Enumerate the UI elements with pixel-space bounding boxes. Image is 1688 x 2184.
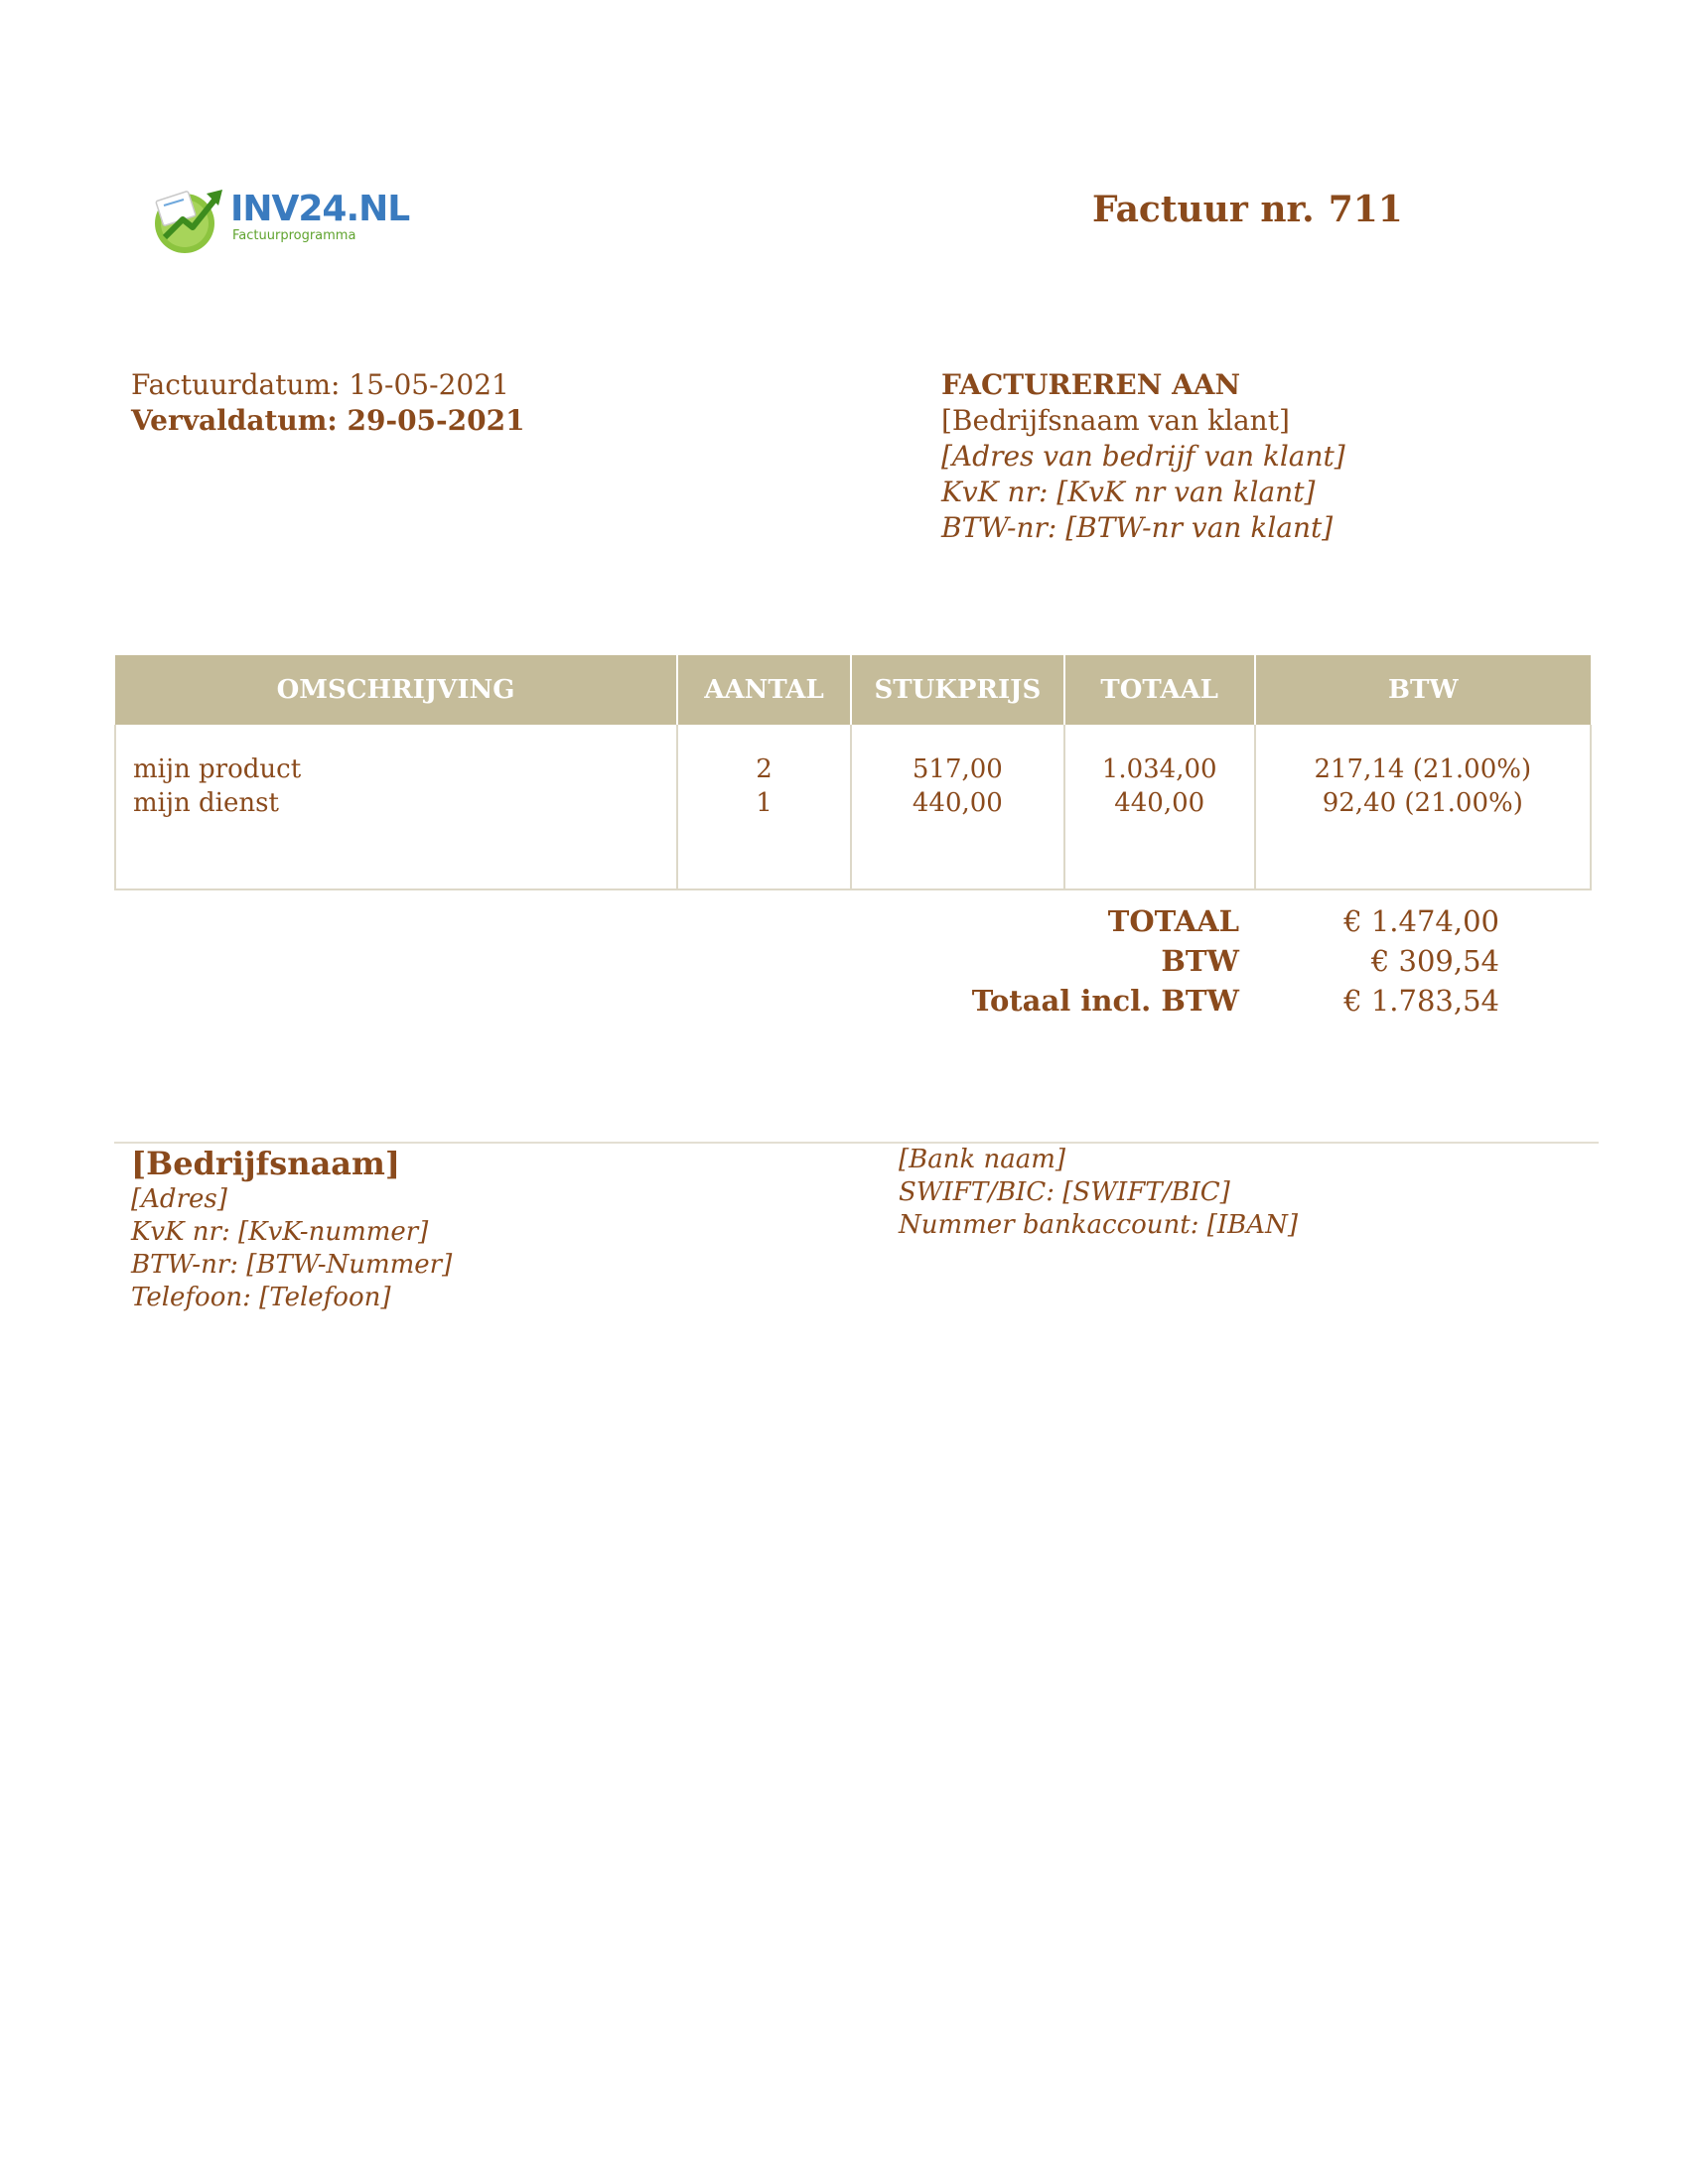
cell-total xyxy=(1064,725,1255,889)
grand-total-value: € 1.783,54 xyxy=(1343,984,1499,1018)
bill-to-heading: FACTUREREN AAN xyxy=(941,368,1241,401)
grand-total-label: Totaal incl. BTW xyxy=(971,984,1239,1018)
subtotal-label: TOTAAL xyxy=(1107,904,1239,938)
item-qty: 1 xyxy=(756,788,773,818)
invoice-title-label: Factuur nr. xyxy=(1092,189,1315,230)
cell-qty xyxy=(677,725,851,889)
cell-btw xyxy=(1255,725,1591,889)
company-logo xyxy=(151,184,410,255)
bill-to-company: [Bedrijfsnaam van klant] xyxy=(941,404,1290,437)
totals-block xyxy=(933,901,1499,1021)
totals-row-btw xyxy=(933,941,1499,981)
item-btw: 217,14 (21.00%) xyxy=(1314,754,1532,784)
btw-label: BTW xyxy=(1161,944,1239,978)
item-description: mijn dienst xyxy=(133,788,279,818)
logo-tagline: Factuurprogramma xyxy=(232,228,356,243)
company-block xyxy=(131,1144,452,1314)
item-btw: 92,40 (21.00%) xyxy=(1322,788,1523,818)
col-header-total: TOTAAL xyxy=(1064,655,1255,725)
items-table xyxy=(114,655,1592,890)
cell-description xyxy=(115,725,677,889)
item-total: 1.034,00 xyxy=(1101,754,1217,784)
item-description: mijn product xyxy=(133,754,302,784)
bank-name: [Bank naam] xyxy=(899,1145,1066,1174)
col-header-btw: BTW xyxy=(1255,655,1591,725)
bill-to-btw: BTW-nr: [BTW-nr van klant] xyxy=(941,511,1334,544)
bank-swift: SWIFT/BIC: [SWIFT/BIC] xyxy=(899,1177,1230,1207)
col-header-unit-price: STUKPRIJS xyxy=(851,655,1064,725)
bill-to-address: [Adres van bedrijf van klant] xyxy=(941,440,1345,473)
company-btw: BTW-nr: [BTW-Nummer] xyxy=(131,1250,453,1280)
invoice-dates xyxy=(131,367,525,439)
item-unit-price: 517,00 xyxy=(912,754,1003,784)
totals-row-grand xyxy=(933,981,1499,1021)
invoice-date: Factuurdatum: 15-05-2021 xyxy=(131,368,509,401)
logo-wordmark: INV24.NL xyxy=(230,189,410,229)
company-phone: Telefoon: [Telefoon] xyxy=(131,1283,391,1312)
company-address: [Adres] xyxy=(131,1184,227,1214)
cell-unit-price xyxy=(851,725,1064,889)
bank-iban: Nummer bankaccount: [IBAN] xyxy=(899,1210,1298,1240)
item-unit-price: 440,00 xyxy=(912,788,1003,818)
invoice-number: 711 xyxy=(1328,189,1403,230)
item-total: 440,00 xyxy=(1114,788,1205,818)
bill-to-kvk: KvK nr: [KvK nr van klant] xyxy=(941,476,1316,508)
subtotal-value: € 1.474,00 xyxy=(1343,904,1499,938)
company-name: [Bedrijfsnaam] xyxy=(131,1145,401,1182)
bank-block xyxy=(899,1144,1298,1242)
col-header-description: OMSCHRIJVING xyxy=(115,655,677,725)
logo-icon xyxy=(151,184,226,255)
btw-value: € 309,54 xyxy=(1370,944,1499,978)
invoice-title xyxy=(1092,189,1403,230)
col-header-qty: AANTAL xyxy=(677,655,851,725)
company-kvk: KvK nr: [KvK-nummer] xyxy=(131,1217,429,1247)
due-date: Vervaldatum: 29-05-2021 xyxy=(131,404,525,437)
bill-to-block xyxy=(941,367,1345,546)
table-row xyxy=(115,725,1591,889)
item-qty: 2 xyxy=(756,754,773,784)
totals-row-subtotal xyxy=(933,901,1499,941)
table-header-row xyxy=(115,655,1591,725)
